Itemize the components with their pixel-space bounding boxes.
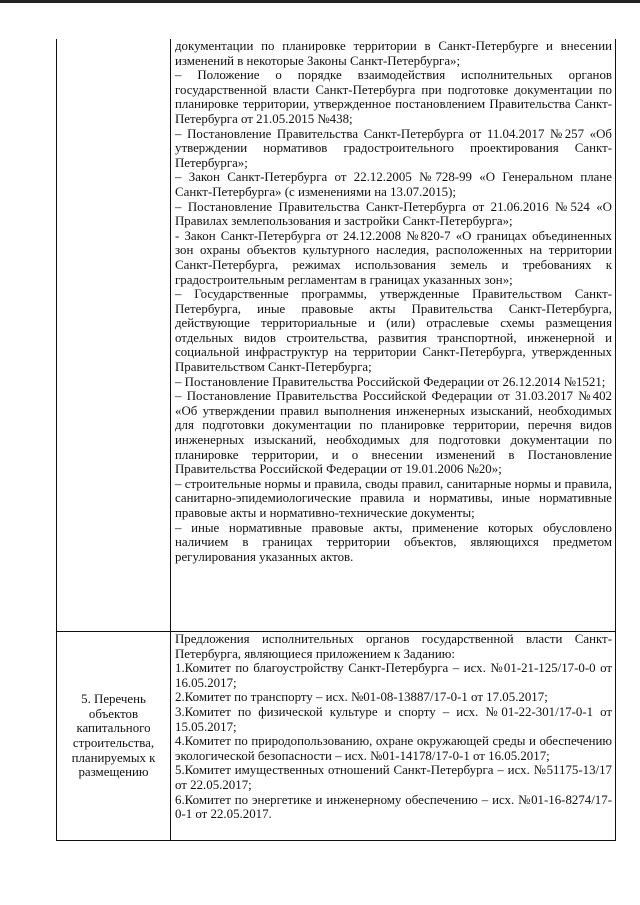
row-content-cell <box>171 632 616 841</box>
requirements-table <box>56 39 616 841</box>
table-row-capital-construction <box>57 632 616 841</box>
normative-item: – Закон Санкт-Петербурга от 22.12.2005 №728-99 «О Генеральном плане Санкт-Петербурга» (с изменениями на 13.07.2015); <box>175 170 612 199</box>
committee-item: 5.Комитет имущественных отношений Санкт-Петербурга – исх. №51175-13/17 от 22.05.2017; <box>175 763 612 792</box>
normative-item: – строительные нормы и правила, своды правил, санитарные нормы и правила, санитарно-эпидемиологические правила и нормативы, иные нормативные правовые акты и нормативно-технические документы; <box>175 476 612 520</box>
page-top-edge <box>0 0 640 3</box>
normative-item: – Постановление Правительства Российской Федерации от 31.03.2017 №402 «Об утверждении правил выполнения инженерных изысканий, необходимых для подготовки документации по планировке территории, перечня видов инженерных изысканий, необходимых для подготовки документации по планировке территории, и о внесении изменений в Постановление Правительства Российской Федерации от 19.01.2006 №20»; <box>175 389 612 477</box>
row-label-cell <box>57 632 171 841</box>
normative-item: – Положение о порядке взаимодействия исполнительных органов государственной власти Санкт-Петербурга при подготовке документации по планировке территории, утвержденное постановлением Правительства Санкт-Петербурга от 21.05.2015 №438; <box>175 68 612 126</box>
row-label-cell <box>57 39 171 632</box>
normative-item: – Постановление Правительства Российской Федерации от 26.12.2014 №1521; <box>175 374 606 389</box>
normative-item: документации по планировке территории в Санкт-Петербурге и внесении изменений в некоторые Законы Санкт-Петербурга»; <box>175 39 612 68</box>
proposals-intro: Предложения исполнительных органов государственной власти Санкт-Петербурга, являющиеся приложением к Заданию: <box>175 632 612 661</box>
normative-item: – Постановление Правительства Санкт-Петербурга от 21.06.2016 №524 «О Правилах землепользования и застройки Санкт-Петербурга»; <box>175 199 612 229</box>
committee-item: 6.Комитет по энергетике и инженерному обеспечению – исх. №01-16-8274/17-0-1 от 22.05.2017. <box>175 792 612 822</box>
committee-item: 3.Комитет по физической культуре и спорту – исх. №01-22-301/17-0-1 от 15.05.2017; <box>175 704 612 734</box>
normative-item: – иные нормативные правовые акты, применение которых обусловлено наличием в границах территории объектов, являющихся предметом регулирования указанных актов. <box>175 520 612 564</box>
table-row-normative-documents <box>57 39 616 632</box>
normative-item: – Государственные программы, утвержденные Правительством Санкт-Петербурга, иные правовые акты Правительства Санкт-Петербурга, действующие территориальные и (или) отраслевые схемы размещения отдельных видов строительства, развития транспортной, инженерной и социальной инфраструктур на территории Санкт-Петербурга, утвержденных Правительством Санкт-Петербурга; <box>175 287 612 375</box>
normative-item: – Постановление Правительства Санкт-Петербурга от 11.04.2017 №257 «Об утверждении нормативов градостроительного проектирования Санкт-Петербурга»; <box>175 126 612 170</box>
committee-item: 1.Комитет по благоустройству Санкт-Петербурга – исх. №01-21-125/17-0-0 от 16.05.2017; <box>175 661 612 690</box>
row-label: 5. Перечень объектов капитального строительства, планируемых к размещению <box>71 692 156 780</box>
committee-item: 2.Комитет по транспорту – исх. №01-08-13887/17-0-1 от 17.05.2017; <box>175 690 548 705</box>
normative-item: - Закон Санкт-Петербурга от 24.12.2008 №820-7 «О границах объединенных зон охраны объектов культурного наследия, расположенных на территории Санкт-Петербурга, режимах использования земель и требованиях к градостроительным регламентам в границах указанных зон»; <box>175 228 612 287</box>
committee-item: 4.Комитет по природопользованию, охране окружающей среды и обеспечению экологической безопасности – исх. №01-14178/17-0-1 от 16.05.2017; <box>175 734 612 763</box>
row-content-cell <box>171 39 616 632</box>
